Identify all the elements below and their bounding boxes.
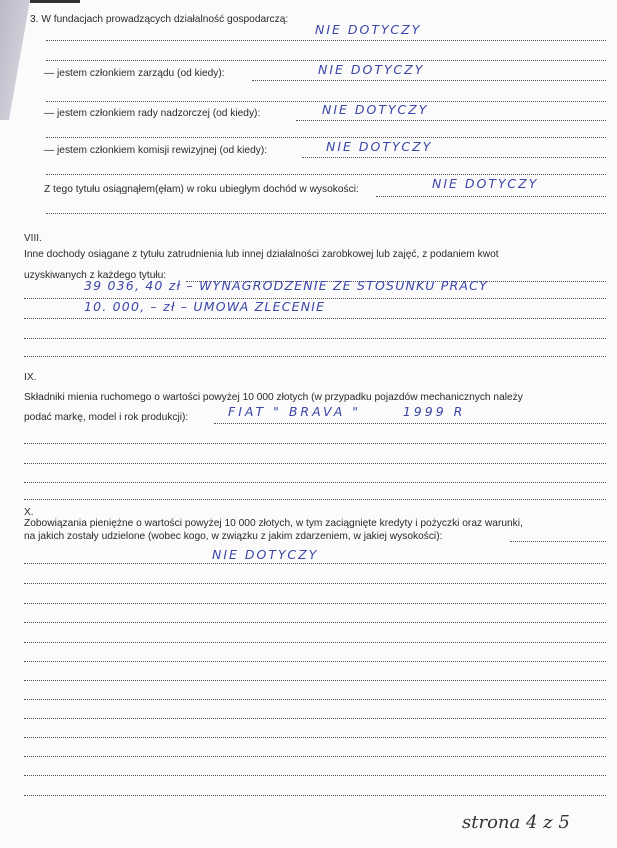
dotted-line [24,463,606,464]
dotted-line [24,699,606,700]
section-9-answer: FIAT " BRAVA " 1999 R [228,404,466,419]
dotted-line [46,137,606,138]
dotted-line [24,356,606,357]
section-3-title: 3. W fundacjach prowadzących działalność gospodarczą: [30,14,289,25]
dotted-line [24,642,606,643]
dotted-line [302,157,606,158]
section-9-line-2: podać markę, model i rok produkcji): [24,412,189,423]
income-label: Z tego tytułu osiągnąłem(ęłam) w roku ubiegłym dochód w wysokości: [44,184,359,195]
dotted-line [24,775,606,776]
dotted-line [24,603,606,604]
dotted-line [24,499,606,500]
section-8-line-2: uzyskiwanych z każdego tytułu: [24,270,167,281]
audit-committee-label: — jestem członkiem komisji rewizyjnej (od kiedy): [44,145,268,156]
income-entry: 10. 000, – zł – UMOWA ZLECENIE [84,299,326,314]
dotted-line [510,541,606,542]
section-8-heading: VIII. [24,233,42,244]
dotted-line [252,80,606,81]
dotted-line [46,213,606,214]
section-9-line-1: Składniki mienia ruchomego o wartości powyżej 10 000 złotych (w przypadku pojazdów mechanicznych należy [24,392,523,403]
section-10-answer: NIE DOTYCZY [212,547,319,562]
dotted-line [214,423,606,424]
dotted-line [24,680,606,681]
dotted-line [24,737,606,738]
dotted-line [24,756,606,757]
page-number-note: strona 4 z 5 [462,812,570,833]
dotted-line [24,622,606,623]
section-10-line-1: Zobowiązania pieniężne o wartości powyżej 10 000 złotych, w tym zaciągnięte kredyty i pożyczki oraz warunki, [24,518,523,529]
dotted-line [376,196,606,197]
income-answer: NIE DOTYCZY [432,176,539,191]
board-member-answer: NIE DOTYCZY [318,62,425,77]
dotted-line [24,583,606,584]
supervisory-board-answer: NIE DOTYCZY [322,102,429,117]
audit-committee-answer: NIE DOTYCZY [326,139,433,154]
dotted-line [24,482,606,483]
dotted-line [46,174,606,175]
dotted-line [24,443,606,444]
board-member-label: — jestem członkiem zarządu (od kiedy): [44,68,225,79]
section-9-heading: IX. [24,372,37,383]
dotted-line [24,563,606,564]
dotted-line [46,60,606,61]
dotted-line [24,318,606,319]
section-10-heading: X. [24,507,34,518]
dotted-line [24,795,606,796]
income-entry: 39 036, 40 zł – WYNAGRODZENIE ZE STOSUNKU PRACY [84,278,488,293]
dotted-line [46,40,606,41]
dotted-line [296,120,606,121]
dotted-line [24,338,606,339]
dotted-line [24,718,606,719]
section-8-line-1: Inne dochody osiągane z tytułu zatrudnienia lub innej działalności zarobkowej lub zajęć, z podaniem kwot [24,249,499,260]
dotted-line [24,661,606,662]
section-10-line-2: na jakich zostały udzielone (wobec kogo, w związku z jakim zdarzeniem, w jakiej wysokości): [24,531,443,542]
section-3-answer: NIE DOTYCZY [315,22,422,37]
supervisory-board-label: — jestem członkiem rady nadzorczej (od kiedy): [44,108,261,119]
